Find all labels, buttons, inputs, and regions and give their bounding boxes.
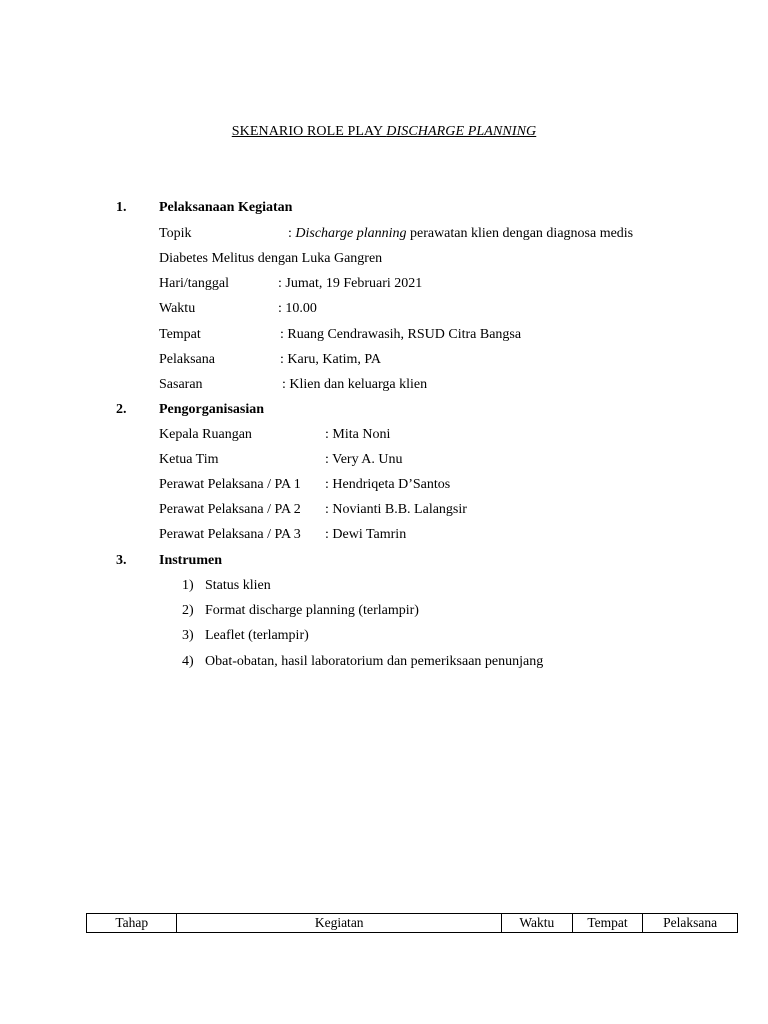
- section-2-number: 2.: [116, 402, 127, 417]
- title-emphasis: DISCHARGE PLANNING: [386, 124, 537, 139]
- org-label: Perawat Pelaksana / PA 3: [159, 527, 301, 542]
- instrumen-number: 4): [182, 654, 194, 669]
- section-2-heading: Pengorganisasian: [159, 402, 265, 417]
- org-value: : Dewi Tamrin: [325, 527, 407, 542]
- topik-line-2: Diabetes Melitus dengan Luka Gangren: [159, 251, 383, 266]
- section-1-number: 1.: [116, 200, 127, 215]
- org-label: Ketua Tim: [159, 452, 219, 467]
- sasaran-value: : Klien dan keluarga klien: [282, 377, 428, 392]
- hari-value: : Jumat, 19 Februari 2021: [278, 276, 423, 291]
- instrumen-number: 1): [182, 578, 194, 593]
- org-value: : Novianti B.B. Lalangsir: [325, 502, 467, 517]
- section-3-heading: Instrumen: [159, 553, 223, 568]
- org-value: : Mita Noni: [325, 427, 391, 442]
- pelaksana-value: : Karu, Katim, PA: [280, 352, 381, 367]
- section-1-heading: Pelaksanaan Kegiatan: [159, 200, 293, 215]
- org-value: : Very A. Unu: [325, 452, 403, 467]
- org-label: Perawat Pelaksana / PA 1: [159, 477, 301, 492]
- table-header-tahap: Tahap: [87, 914, 177, 933]
- tempat-label: Tempat: [159, 327, 201, 342]
- table-header-tempat: Tempat: [572, 914, 643, 933]
- table-header-row: [87, 914, 738, 933]
- activity-table: [86, 913, 738, 933]
- table-header-waktu: Waktu: [501, 914, 572, 933]
- table-header-pelaksana: Pelaksana: [643, 914, 738, 933]
- org-label: Kepala Ruangan: [159, 427, 252, 442]
- topik-emphasis: Discharge planning: [295, 226, 407, 241]
- instrumen-item: Leaflet (terlampir): [205, 628, 309, 643]
- tempat-value: : Ruang Cendrawasih, RSUD Citra Bangsa: [280, 327, 522, 342]
- sasaran-label: Sasaran: [159, 377, 203, 392]
- topik-label: Topik: [159, 226, 192, 241]
- org-label: Perawat Pelaksana / PA 2: [159, 502, 301, 517]
- document-title: [0, 124, 768, 140]
- title-main: SKENARIO ROLE PLAY: [231, 124, 387, 139]
- topik-colon: :: [288, 226, 292, 241]
- section-3-number: 3.: [116, 553, 127, 568]
- instrumen-item: Format discharge planning (terlampir): [205, 603, 419, 618]
- topik-rest: perawatan klien dengan diagnosa medis: [406, 226, 634, 241]
- pelaksana-label: Pelaksana: [159, 352, 215, 367]
- table-header-kegiatan: Kegiatan: [177, 914, 501, 933]
- instrumen-number: 3): [182, 628, 194, 643]
- hari-label: Hari/tanggal: [159, 276, 229, 291]
- waktu-label: Waktu: [159, 301, 196, 316]
- topik-value: [288, 226, 633, 242]
- instrumen-item: Status klien: [205, 578, 271, 593]
- instrumen-item: Obat-obatan, hasil laboratorium dan pemeriksaan penunjang: [205, 654, 544, 669]
- org-value: : Hendriqeta D’Santos: [325, 477, 451, 492]
- waktu-value: : 10.00: [278, 301, 317, 316]
- instrumen-number: 2): [182, 603, 194, 618]
